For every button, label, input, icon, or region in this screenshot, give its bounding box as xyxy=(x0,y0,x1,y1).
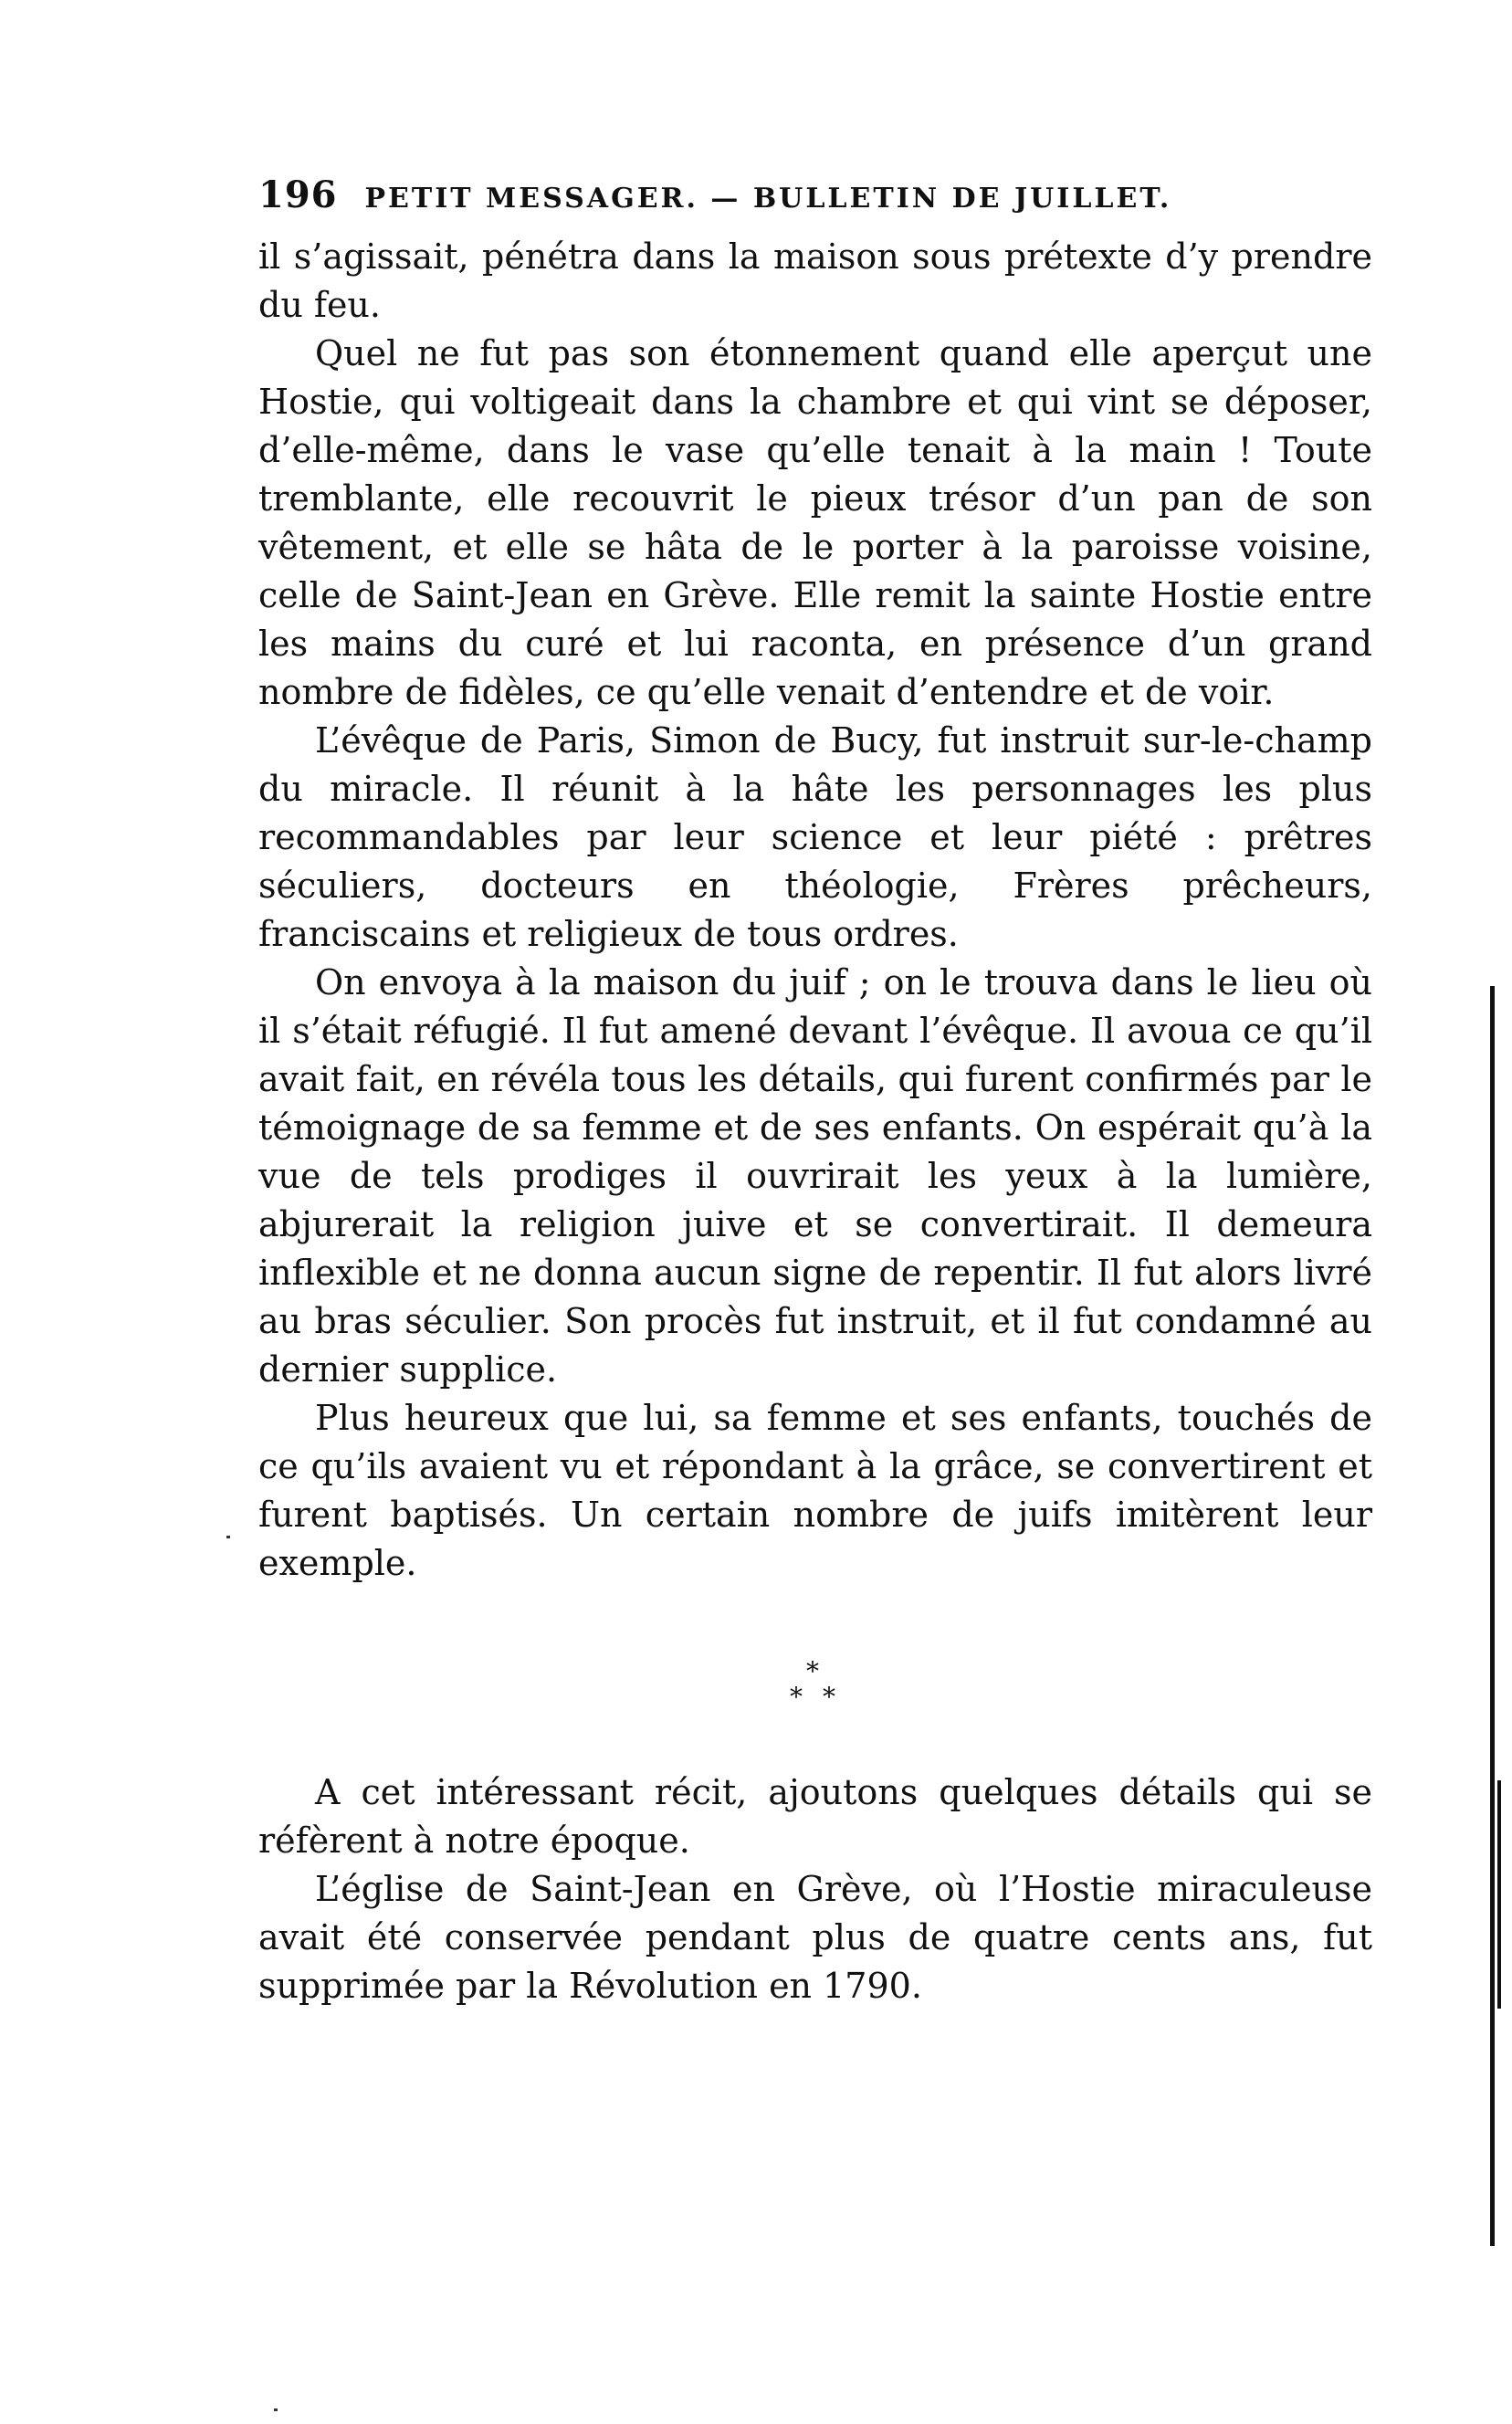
page-edge-line-inner xyxy=(1497,1780,1501,2009)
book-page xyxy=(258,173,1372,2010)
stray-mark xyxy=(226,1536,230,1538)
running-head xyxy=(258,173,1372,216)
asterism-ornament xyxy=(779,1656,852,1714)
page-number: 196 xyxy=(258,173,338,216)
asterisk-right: * xyxy=(823,1682,835,1712)
paragraph-recit: A cet intéressant récit, ajoutons quelques détails qui se réfèrent à notre époque. xyxy=(258,1772,1372,1861)
section-epoque xyxy=(258,1768,1372,2010)
page-edge-line xyxy=(1490,986,1495,2246)
running-title: PETIT MESSAGER. — BULLETIN DE JUILLET. xyxy=(364,183,1172,215)
paragraph-eglise: L’église de Saint-Jean en Grève, où l’Hostie miraculeuse avait été conservée pendant plus de quatre cents ans, fut supprimée par la Révolution en 1790. xyxy=(258,1869,1372,2006)
asterisk-top: * xyxy=(806,1656,819,1686)
paragraph-hostie: Quel ne fut pas son étonnement quand elle aperçut une Hostie, qui voltigeait dans la chambre et qui vint se déposer, d’elle-même, dans le vase qu’elle tenait à la main ! Toute tremblante, elle recouvrit le pieux trésor d’un pan de son vêtement, et elle se hâta de le porter à la paroisse voisine, celle de Saint-Jean en Grève. Elle remit la sainte Hostie entre les mains du curé et lui raconta, en présence d’un grand nombre de fidèles, ce qu’elle venait d’entendre et de voir. xyxy=(258,333,1372,712)
paragraph-juif: On envoya à la maison du juif ; on le trouva dans le lieu où il s’était réfugié. Il fut amené devant l’évêque. Il avoua ce qu’il avait fait, en révéla tous les détails, qui furent confirmés par le témoignage de sa femme et de ses enfants. On espérait qu’à la vue de tels prodiges il ouvrirait les yeux à la lumière, abjurerait la religion juive et se convertirait. Il demeura inflexible et ne donna aucun signe de repentir. Il fut alors livré au bras séculier. Son procès fut instruit, et il fut condamné au dernier supplice. xyxy=(258,962,1372,1390)
stray-mark xyxy=(274,2408,278,2411)
paragraph-continuation: il s’agissait, pénétra dans la maison sous prétexte d’y prendre du feu. xyxy=(258,236,1372,325)
paragraph-eveque: L’évêque de Paris, Simon de Bucy, fut instruit sur-le-champ du miracle. Il réunit à la hâte les personnages les plus recommandables par leur science et leur piété : prêtres séculiers, docteurs en théologie, Frères prêcheurs, franciscains et religieux de tous ordres. xyxy=(258,720,1372,954)
asterisk-left: * xyxy=(790,1682,803,1712)
paragraph-conversion: Plus heureux que lui, sa femme et ses enfants, touchés de ce qu’ils avaient vu et répondant à la grâce, se convertirent et furent baptisés. Un certain nombre de juifs imitèrent leur exemple. xyxy=(258,1398,1372,1583)
